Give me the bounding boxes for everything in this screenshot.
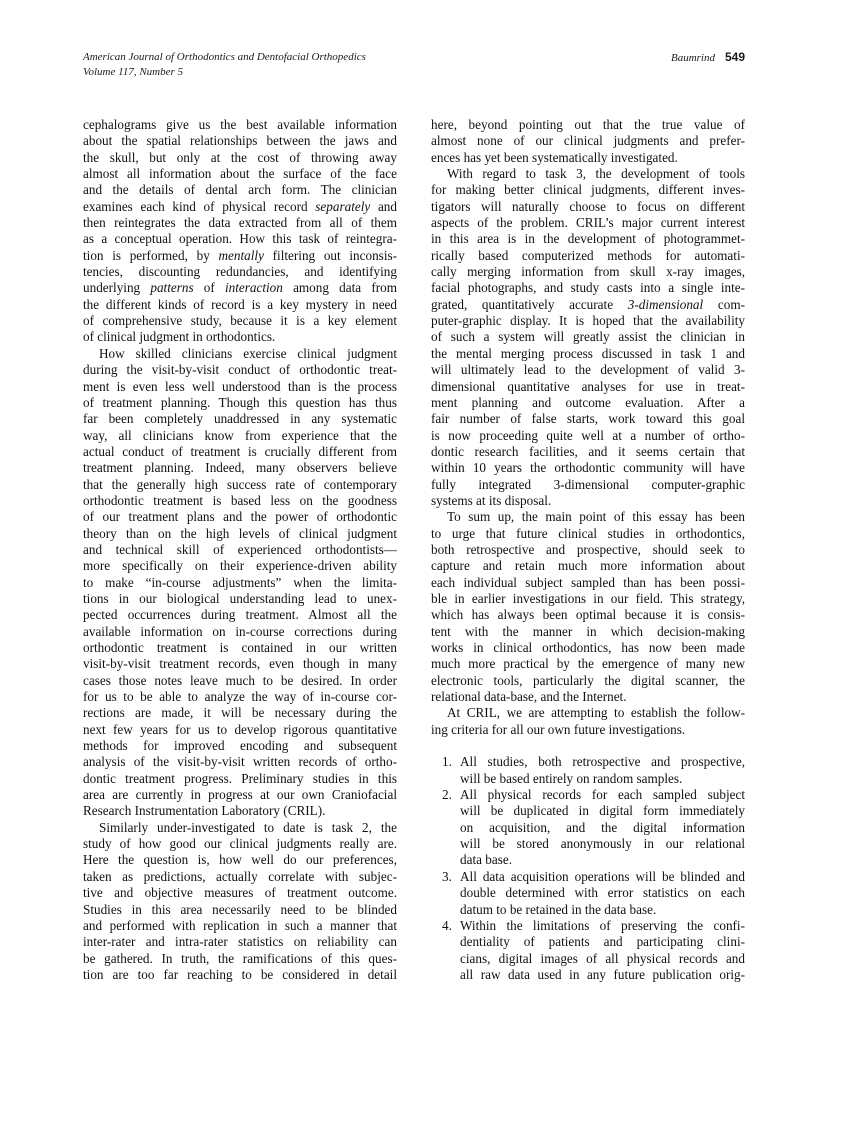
text-line: Studies in this area necessarily need to be blinded	[83, 901, 397, 917]
list-item	[431, 787, 745, 869]
text-line: Here the question is, how well do our preferences,	[83, 852, 397, 868]
text-line: Research Instrumentation Laboratory (CRIL).	[83, 803, 326, 819]
page-number: 549	[724, 50, 745, 64]
text-line: rections are made, it will be necessary during the	[83, 705, 397, 721]
text-line: orthodontic treatment is based less on the goodness	[83, 492, 397, 508]
text-line	[83, 248, 397, 264]
text-line: data base.	[460, 852, 512, 868]
text-segment: com-	[703, 296, 745, 312]
list-item	[431, 918, 745, 983]
paragraph	[431, 705, 745, 738]
paragraph	[83, 820, 397, 983]
paragraph	[431, 509, 745, 705]
text-line: capture and retain much more information about	[431, 558, 745, 574]
text-line: be gathered. In truth, the ramifications of this ques-	[83, 950, 397, 966]
text-segment: tion is performed, by	[83, 247, 219, 263]
text-line: fair number of false starts, work toward this goal	[431, 411, 745, 427]
text-line	[83, 199, 397, 215]
text-line: At CRIL, we are attempting to establish the follow-	[447, 705, 745, 721]
text-line	[431, 297, 745, 313]
text-line: to urge that future clinical studies in orthodontics,	[431, 525, 745, 541]
text-line: both retrospective and prospective, should seek to	[431, 541, 745, 557]
list-number: 2.	[442, 787, 452, 803]
text-line: How skilled clinicians exercise clinical judgment	[99, 345, 397, 361]
text-line: all raw data used in any future publication orig-	[460, 966, 745, 982]
left-column	[83, 117, 397, 983]
text-line: tent with the manner in which decision-making	[431, 623, 745, 639]
text-line: rically based computerized methods for automati-	[431, 247, 745, 263]
text-line: theory than on the high levels of clinical judgment	[83, 525, 397, 541]
text-line: datum to be retained in the data base.	[460, 901, 657, 917]
text-line: as a conceptual operation. How this task of reintegra-	[83, 231, 397, 247]
text-line: of such a system will greatly assist the clinician in	[431, 329, 745, 345]
text-line: then reintegrates the data extracted from all of them	[83, 215, 397, 231]
text-line: ences has yet been systematically investigated.	[431, 149, 678, 165]
text-line: will be based entirely on random samples.	[460, 770, 683, 786]
text-line: here, beyond pointing out that the true value of	[431, 117, 745, 132]
text-line: fully integrated 3-dimensional computer-graphic	[431, 476, 745, 492]
paragraph	[83, 117, 397, 346]
volume-number: Volume 117, Number 5	[83, 66, 184, 78]
italic-emphasis: separately	[315, 198, 371, 214]
text-segment: filtering out inconsis-	[263, 247, 398, 263]
italic-emphasis: interaction	[224, 280, 283, 296]
text-line: to make “in-course adjustments” when the limita-	[83, 574, 397, 590]
text-line: Within the limitations of preserving the confi-	[460, 917, 745, 933]
text-line: of treatment planning. Though this question has thus	[83, 394, 397, 410]
list-item	[431, 754, 745, 787]
italic-emphasis: patterns	[150, 280, 194, 296]
list-number: 4.	[442, 917, 452, 933]
text-line: ing criteria for all our own future investigations.	[431, 721, 686, 737]
text-line: electronic tools, particularly the digital scanner, the	[431, 672, 745, 688]
text-line: dontic research facilities, and it seems certain that	[431, 443, 745, 459]
text-segment: and	[370, 198, 397, 214]
text-line: almost none of our clinical judgments and prefer-	[431, 133, 745, 149]
text-line: facial photographs, and study casts into a single inte-	[431, 280, 745, 296]
text-line: ment is even less well understood than is the process	[83, 378, 397, 394]
text-line: relational data-base, and the Internet.	[431, 689, 627, 705]
text-line: and performed with replication in such a manner that	[83, 917, 397, 933]
text-line: of our treatment plans and the power of orthodontic	[83, 509, 397, 525]
text-line: orthodontic treatment is contained in our written	[83, 640, 397, 655]
text-line: actual conduct of treatment is crucially different from	[83, 443, 397, 459]
text-segment: examines each kind of physical record	[83, 198, 316, 214]
text-line: the mental merging process discussed in task 1 and	[431, 345, 745, 361]
text-line: in this area is in the development of photogrammet-	[431, 231, 745, 247]
text-line: for us to be able to analyze the way of in-course cor-	[83, 689, 397, 705]
text-line: almost all information about the surface of the face	[83, 166, 397, 182]
text-line: more specifically on their experience-driven ability	[83, 558, 397, 574]
text-line: ble in earlier investigations in our field. This strategy,	[431, 590, 745, 606]
text-line: dentiality of patients and participating clini-	[460, 934, 745, 950]
paragraph	[83, 346, 397, 820]
text-line: will be duplicated in digital form immediately	[460, 803, 745, 819]
text-line: Similarly under-investigated to date is task 2, the	[99, 819, 397, 835]
text-segment: among data from	[282, 280, 397, 296]
text-line: To sum up, the main point of this essay has been	[447, 509, 745, 525]
text-line: systems at its disposal.	[431, 492, 552, 508]
text-line: study of how good our clinical judgments really are.	[83, 836, 397, 852]
right-column	[431, 117, 745, 983]
text-line: dontic treatment progress. Preliminary studies in this	[83, 770, 397, 786]
list-number: 3.	[442, 868, 452, 884]
text-line: inter-rater and intra-rater statistics on reliability can	[83, 934, 397, 950]
text-line: on acquisition, and the digital information	[460, 819, 745, 835]
paragraph	[431, 166, 745, 509]
text-line: All studies, both retrospective and prospective,	[460, 754, 745, 770]
text-line: pected occurrences during treatment. Almost all the	[83, 607, 397, 623]
list-item	[431, 869, 745, 918]
text-line: cephalograms give us the best available information	[83, 117, 397, 132]
text-line: cally merging information from skull x-ray images,	[431, 264, 745, 280]
journal-title: American Journal of Orthodontics and Dentofacial Orthopedics	[83, 51, 366, 63]
text-line: each individual subject sampled than has been possi-	[431, 574, 745, 590]
text-line: tencies, discounting redundancies, and identifying	[83, 264, 397, 280]
text-line: tion are too far reaching to be considered in detail	[83, 966, 397, 982]
text-line: will be stored anonymously in our relational	[460, 836, 745, 852]
text-line: taken as predictions, actually correlate with subjec-	[83, 868, 397, 884]
text-segment: underlying	[83, 280, 151, 296]
text-line: for making better clinical judgments, different inves-	[431, 182, 745, 198]
text-line: tions in our biological understanding lead to unex-	[83, 590, 397, 606]
text-line: of comprehensive study, because it is a key element	[83, 313, 397, 329]
text-line: All physical records for each sampled subject	[460, 787, 745, 803]
text-line: cians, digital images of all physical records and	[460, 950, 745, 966]
text-line: cases those notes leave much to be desired. In order	[83, 672, 397, 688]
text-line: double determined with error statistics on each	[460, 885, 745, 901]
text-line: tive and objective measures of treatment outcome.	[83, 885, 397, 901]
text-line: that the generally high success rate of contemporary	[83, 476, 397, 492]
text-segment: of	[193, 280, 225, 296]
text-line: of clinical judgment in orthodontics.	[83, 329, 276, 345]
text-line: which has always been optimal because it is consis-	[431, 607, 745, 623]
text-line	[83, 280, 397, 296]
text-line: will ultimately lead to the development of valid 3-	[431, 362, 745, 378]
text-line: analysis of the visit-by-visit written records of ortho-	[83, 754, 397, 770]
text-line: during the visit-by-visit conduct of orthodontic treat-	[83, 362, 397, 378]
text-segment: grated, quantitatively accurate	[431, 296, 628, 312]
text-line: visit-by-visit treatment records, even though in many	[83, 656, 397, 672]
text-line: the skull, but only at the cost of throwing away	[83, 149, 397, 165]
text-line: and the details of dental arch form. The clinician	[83, 182, 397, 198]
italic-emphasis: 3-dimensional	[627, 296, 704, 312]
text-line: With regard to task 3, the development of tools	[447, 166, 745, 182]
text-line: ment planning and outcome evaluation. After a	[431, 394, 745, 410]
running-header-right	[671, 50, 745, 66]
text-line: within 10 years the orthodontic community will have	[431, 460, 745, 476]
text-line: works in clinical orthodontics, has now been made	[431, 640, 745, 655]
author-name: Baumrind	[670, 52, 715, 64]
text-line: and technical skill of experienced orthodontists—	[83, 541, 397, 557]
text-line: dimensional quantitative analyses for use in treat-	[431, 378, 745, 394]
text-line: area are currently in progress at our own Craniofacial	[83, 787, 397, 803]
text-line: treatment planning. Indeed, many observers believe	[83, 460, 397, 476]
text-line: about the spatial relationships between the jaws and	[83, 133, 397, 149]
text-line: next few years for us to develop rigorous quantitative	[83, 721, 397, 737]
text-line: is now proceeding quite well at a number of ortho-	[431, 427, 745, 443]
text-line: much more practical by the emergence of many new	[431, 656, 745, 672]
criteria-list	[431, 754, 745, 983]
text-line: aspects of the problem. CRIL’s major current interest	[431, 215, 745, 231]
text-line: way, all clinicians know from experience that the	[83, 427, 397, 443]
running-header-left	[83, 50, 366, 80]
list-number: 1.	[442, 754, 452, 770]
text-line: All data acquisition operations will be blinded and	[460, 868, 745, 884]
paragraph	[431, 117, 745, 166]
spacer	[431, 738, 745, 754]
text-line: the different kinds of record is a key mystery in need	[83, 296, 397, 312]
text-line: methods for improved encoding and subsequent	[83, 738, 397, 754]
text-line: far been completely unaddressed in any systematic	[83, 411, 397, 427]
text-line: available information on in-course corrections during	[83, 623, 397, 639]
text-line: puter-graphic display. It is hoped that the availability	[431, 313, 745, 329]
text-line: tigators will naturally choose to focus on different	[431, 198, 745, 214]
italic-emphasis: mentally	[218, 247, 264, 263]
